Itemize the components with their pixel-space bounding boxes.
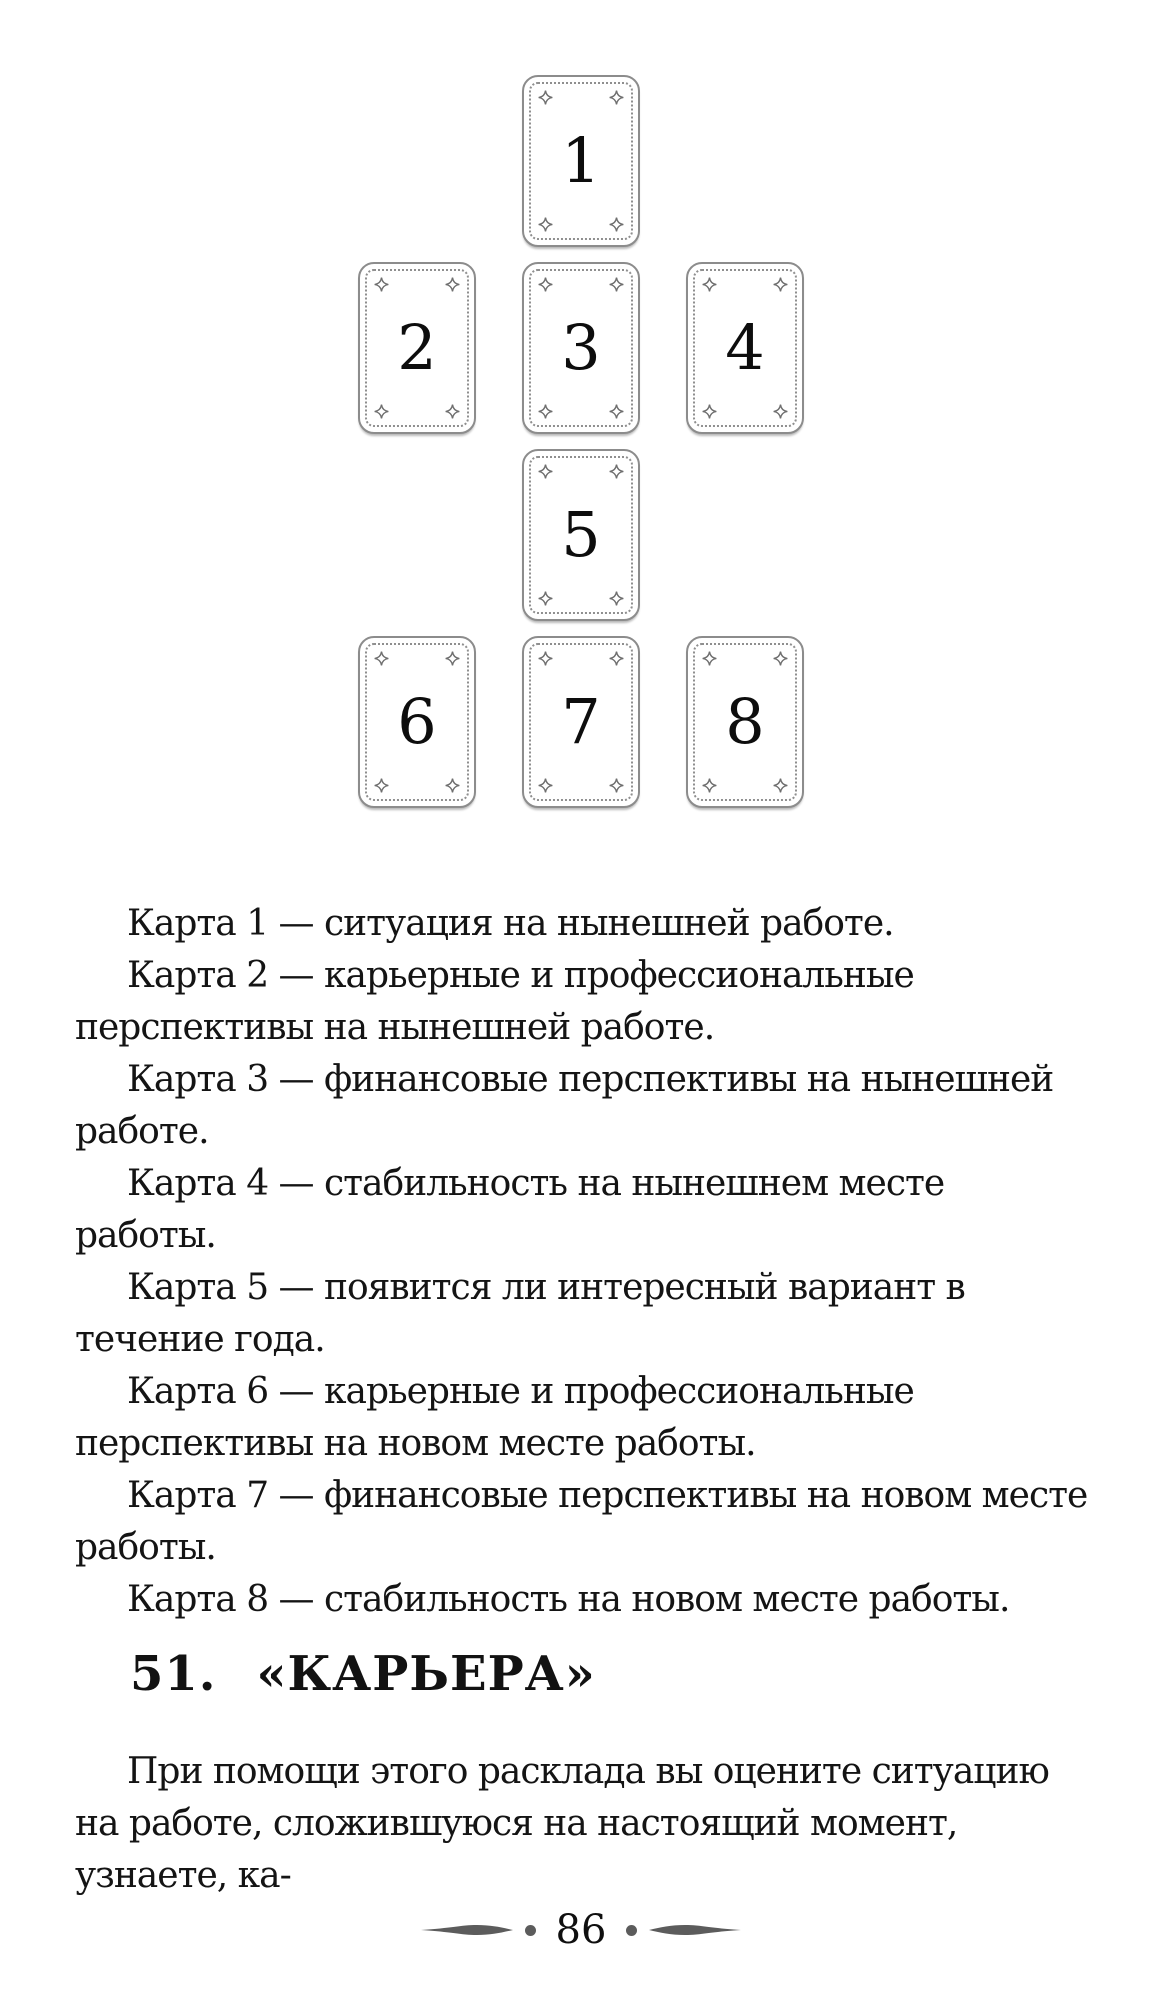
card-number: 1 (561, 124, 601, 197)
card-spread (358, 75, 804, 808)
section-number: 51. (130, 1646, 217, 1702)
card-description: Карта 3 — финансовые перспективы на нынешней работе. (75, 1059, 1054, 1152)
tarot-card-3 (522, 262, 640, 434)
card-number: 3 (561, 311, 601, 384)
page-footer (0, 1902, 1162, 1958)
card-description: Карта 4 — стабильность на нынешнем месте работы. (75, 1163, 945, 1256)
card-description: Карта 6 — карьерные и профессиональные перспективы на новом месте работы. (75, 1371, 914, 1464)
tarot-card-7 (522, 636, 640, 808)
card-descriptions (75, 898, 1091, 1626)
separator-dot-icon (626, 1925, 637, 1936)
flourish-left-icon (421, 1924, 513, 1936)
tarot-card-4 (686, 262, 804, 434)
flourish-right-icon (649, 1924, 741, 1936)
intro-paragraph: При помощи этого расклада вы оцените ситуацию на работе, сложившуюся на настоящий момент, узнаете, ка- (75, 1751, 1049, 1896)
card-description: Карта 8 — стабильность на новом месте работы. (127, 1579, 1010, 1620)
card-description: Карта 2 — карьерные и профессиональные перспективы на нынешней работе. (75, 955, 914, 1048)
tarot-card-6 (358, 636, 476, 808)
card-description: Карта 1 — ситуация на нынешней работе. (127, 903, 894, 944)
tarot-card-2 (358, 262, 476, 434)
card-number: 6 (397, 685, 437, 758)
tarot-card-1 (522, 75, 640, 247)
page-number: 86 (555, 1907, 607, 1953)
card-number: 8 (725, 685, 765, 758)
card-number: 5 (561, 498, 601, 571)
card-number: 7 (561, 685, 601, 758)
card-number: 4 (725, 311, 765, 384)
tarot-card-5 (522, 449, 640, 621)
section-heading (130, 1646, 596, 1702)
card-description: Карта 5 — появится ли интересный вариант в течение года. (75, 1267, 965, 1360)
separator-dot-icon (525, 1925, 536, 1936)
card-description: Карта 7 — финансовые перспективы на новом месте работы. (75, 1475, 1088, 1568)
tarot-card-8 (686, 636, 804, 808)
card-number: 2 (397, 311, 437, 384)
section-title: «КАРЬЕРА» (256, 1646, 596, 1702)
